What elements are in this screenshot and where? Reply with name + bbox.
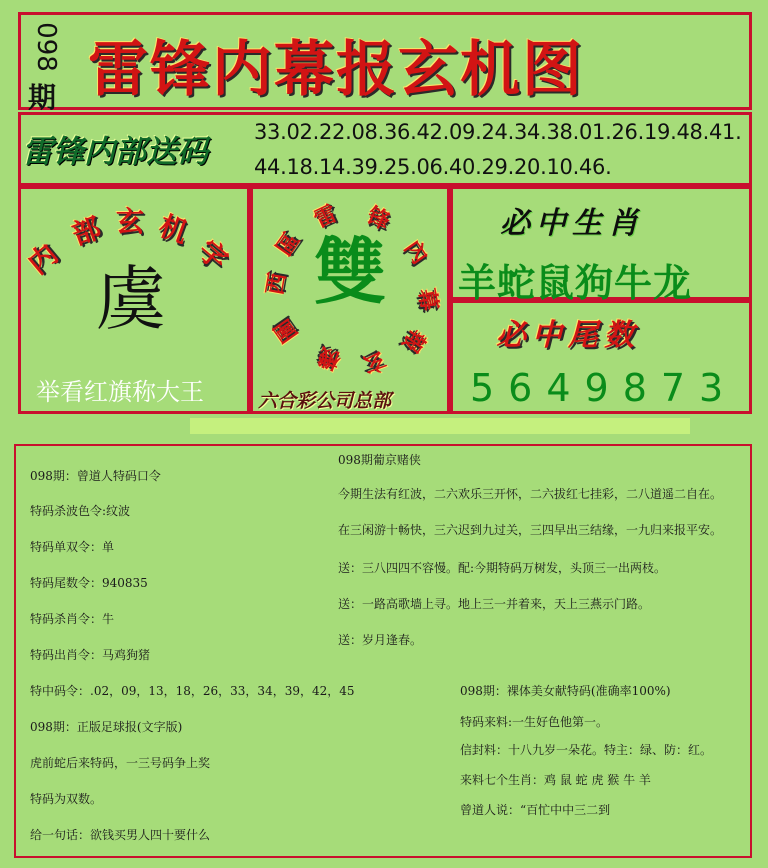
- right-line: 送：一路高歌墙上寻。地上三一并着来，天上三燕示门路。: [338, 597, 651, 611]
- right-line: 曾道人说：“百忙中中三二到: [460, 803, 611, 817]
- issue-unit: 期: [28, 81, 57, 114]
- right-line: 在三闲游十畅快，三六迟到九过关，三四早出三结缘，一九归来报平安。: [338, 523, 723, 537]
- left-line: 特码杀波色令:纹波: [30, 504, 131, 518]
- riddle-label-char: 字: [191, 233, 235, 277]
- ring-char: 區: [271, 227, 306, 261]
- riddle-label-char: 内: [21, 237, 65, 281]
- tail-value: 5649873: [470, 366, 738, 410]
- riddle-label-arc: [20, 194, 248, 281]
- tail-label: 必中尾数: [496, 318, 640, 353]
- riddle-label-char: 部: [67, 211, 106, 252]
- ring-char: 西: [261, 270, 292, 297]
- left-line: 特码单双令：单: [30, 540, 115, 554]
- left-line: 098期：曾道人特码口令: [30, 469, 161, 483]
- right-line: 098期葡京赌侠: [338, 453, 421, 467]
- inside-code-line1: 33.02.22.08.36.42.09.24.34.38.01.26.19.48.41.: [254, 120, 742, 144]
- right-line: 信封料：十八九岁一朵花。特主：绿、防：红。: [460, 743, 713, 757]
- right-line: 今期生法有红波，二六欢乐三开怀，二六拔红七挂彩，二八道遥二自在。: [338, 487, 723, 501]
- left-line: 特码杀肖令：牛: [30, 612, 115, 626]
- right-line: 送：三八四四不容慢。配:今期特码万树发，头顶三一出两枝。: [338, 561, 667, 575]
- zodiac-value: 羊蛇鼠狗牛龙: [458, 261, 693, 305]
- issue-number-text: 098: [31, 22, 62, 72]
- ring-char: 報: [396, 324, 431, 358]
- left-line: 特码尾数令：940835: [30, 576, 148, 590]
- ring-char: 锋: [362, 202, 394, 236]
- inside-code-line2: 44.18.14.39.25.06.40.29.20.10.46.: [254, 155, 612, 179]
- ring-char: 幕: [412, 286, 443, 313]
- center-company: 六合彩公司总部: [258, 390, 392, 412]
- left-line: 特码出肖令：马鸡狗猪: [30, 648, 151, 662]
- ring-char: 圖: [269, 314, 304, 348]
- riddle-label-char: 玄: [116, 205, 145, 238]
- issue-number: [28, 14, 64, 80]
- left-line: 特码为双数。: [30, 792, 103, 806]
- ring-char: 雷: [310, 200, 342, 234]
- riddle-phrase: 举看红旗称大王: [36, 378, 204, 406]
- left-line: 098期：正版足球报(文字版): [30, 720, 183, 734]
- right-line: 来料七个生肖：鸡 鼠 蛇 虎 猴 牛 羊: [460, 773, 651, 787]
- left-line: 虎前蛇后来特码，一三号码争上奖: [30, 756, 211, 770]
- divider-strip: [190, 418, 690, 434]
- ring-char: 內: [398, 235, 433, 269]
- right-line: 送：岁月逢春。: [338, 633, 423, 647]
- left-line: 给一句话：欲钱买男人四十要什么: [30, 828, 211, 842]
- riddle-label-char: 机: [154, 209, 193, 250]
- ring-char: 機: [314, 342, 345, 375]
- page-title: 雷锋内幕报玄机图: [88, 35, 584, 105]
- right-line: 098期：裸体美女献特码(准确率100%): [460, 684, 671, 698]
- riddle-character: 虞: [96, 258, 166, 340]
- center-big-char: 雙: [314, 229, 387, 314]
- ring-char: 玄: [359, 346, 390, 379]
- right-line: 特码来料:一生好色他第一。: [460, 715, 609, 729]
- zodiac-label: 必中生肖: [500, 206, 644, 241]
- inside-code-label: 雷锋内部送码: [22, 134, 208, 170]
- left-line: 特中码令：.02，09，13，18，26，33，34，39，42，45: [30, 684, 355, 698]
